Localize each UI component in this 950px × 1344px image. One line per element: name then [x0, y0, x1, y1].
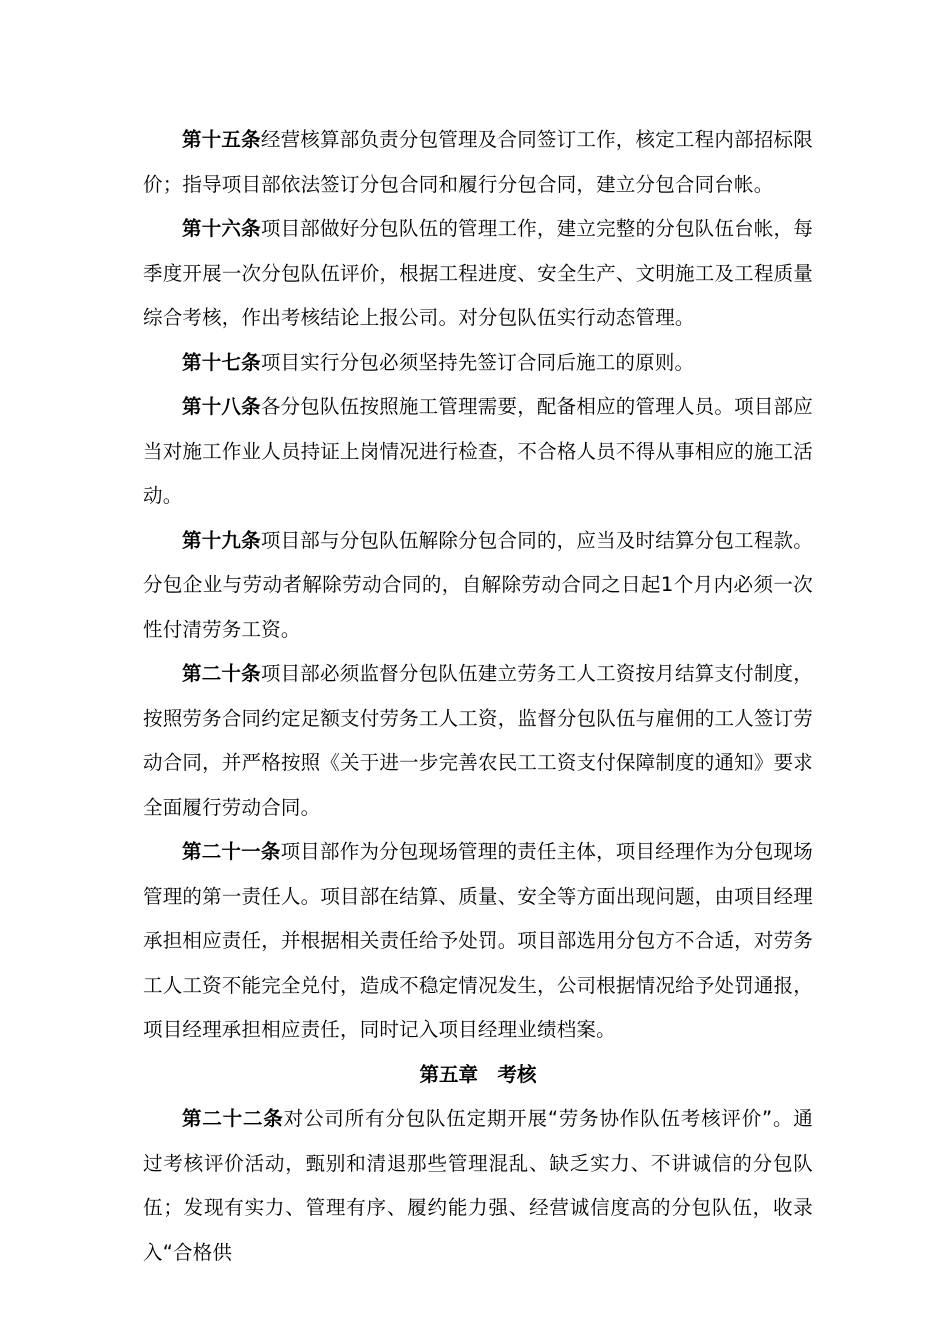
article-text: 项目部做好分包队伍的管理工作，建立完整的分包队伍台帐，每季度开展一次分包队伍评价，根据工程进度、安全生产、文明施工及工程质量综合考核，作出考核结论上报公司。对分包队伍实行动态管理。: [143, 217, 813, 329]
article-label: 第二十一条: [182, 840, 281, 863]
article-label: 第十八条: [182, 395, 261, 418]
article-label: 第十五条: [182, 128, 261, 151]
article-text: 各分包队伍按照施工管理需要，配备相应的管理人员。项目部应当对施工作业人员持证上岗情况进行检查，不合格人员不得从事相应的施工活动。: [143, 395, 813, 507]
article-label: 第二十二条: [182, 1107, 284, 1130]
article-19: [143, 519, 813, 653]
article-text: 对公司所有分包队伍定期开展“劳务协作队伍考核评价”。通过考核评价活动，甄别和清退那些管理混乱、缺乏实力、不讲诚信的分包队伍；发现有实力、管理有序、履约能力强、经营诚信度高的分包队伍，收录入“合格供: [143, 1107, 813, 1264]
article-label: 第十六条: [182, 217, 261, 240]
article-label: 第二十条: [182, 662, 261, 685]
article-21: [143, 830, 813, 1053]
article-22: [143, 1097, 813, 1275]
article-text: 项目部作为分包现场管理的责任主体，项目经理作为分包现场管理的第一责任人。项目部在结算、质量、安全等方面出现问题，由项目经理承担相应责任，并根据相关责任给予处罚。项目部选用分包方不合适，对劳务工人工资不能完全兑付，造成不稳定情况发生，公司根据情况给予处罚通报，项目经理承担相应责任，同时记入项目经理业绩档案。: [143, 840, 813, 1041]
chapter-heading: 第五章 考核: [419, 1062, 537, 1086]
article-15: [143, 118, 813, 207]
article-18: [143, 385, 813, 519]
document-body: [143, 118, 813, 1275]
article-text: 项目实行分包必须坚持先签订合同后施工的原则。: [260, 350, 695, 374]
article-text: 项目部必须监督分包队伍建立劳务工人工资按月结算支付制度，按照劳务合同约定足额支付劳务工人工资，监督分包队伍与雇佣的工人签订劳动合同，并严格按照《关于进一步完善农民工工资支付保障制度的通知》要求全面履行劳动合同。: [143, 662, 813, 819]
article-20: [143, 652, 813, 830]
article-text: 经营核算部负责分包管理及合同签订工作，核定工程内部招标限价；指导项目部依法签订分包合同和履行分包合同，建立分包合同台帐。: [143, 128, 813, 196]
article-16: [143, 207, 813, 341]
article-label: 第十九条: [182, 528, 261, 552]
article-17: [143, 341, 813, 386]
article-label: 第十七条: [182, 350, 261, 374]
article-text: 项目部与分包队伍解除分包合同的，应当及时结算分包工程款。分包企业与劳动者解除劳动合同的，自解除劳动合同之日起1个月内必须一次性付清劳务工资。: [143, 528, 813, 641]
